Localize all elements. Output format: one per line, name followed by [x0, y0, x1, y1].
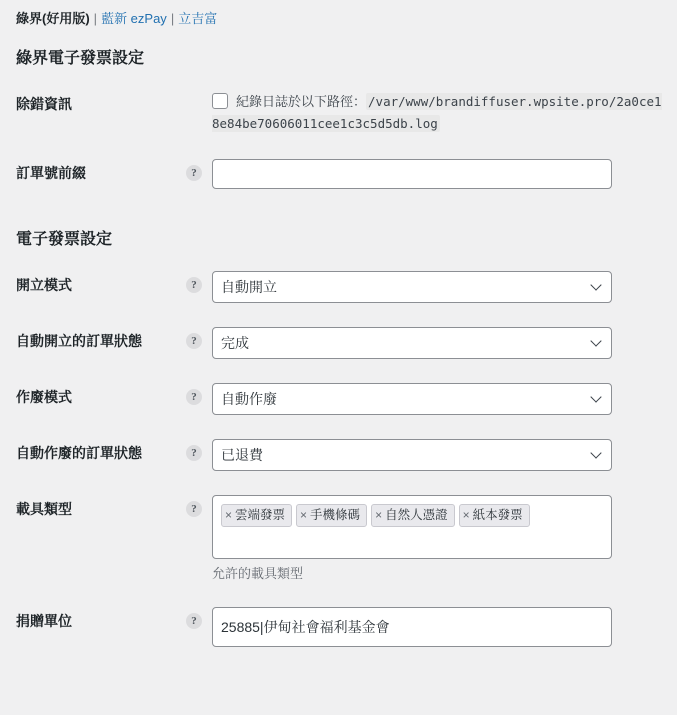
gateway-nav [0, 0, 677, 28]
cell-donate-unit [212, 595, 677, 659]
carrier-token-label: 手機條碼 [310, 508, 361, 522]
issue-mode-select[interactable] [212, 271, 612, 303]
nav-current-gateway: 綠界(好用版) [16, 11, 90, 26]
cell-order-prefix [212, 147, 677, 201]
auto-issue-status-select-wrap [212, 327, 612, 359]
help-icon-donate-unit[interactable]: ? [186, 613, 202, 629]
help-icon-auto-void-status[interactable]: ? [186, 445, 202, 461]
label-void-mode [0, 371, 212, 427]
help-icon-auto-issue-status[interactable]: ? [186, 333, 202, 349]
label-carrier-type [0, 483, 212, 595]
label-debug: 除錯資訊 [16, 96, 72, 112]
cell-issue-mode [212, 259, 677, 315]
void-mode-select-wrap [212, 383, 612, 415]
nav-separator-2: | [170, 11, 175, 26]
cell-debug [212, 78, 677, 147]
label-auto-issue-status-text: 自動開立的訂單狀態 [16, 333, 142, 349]
remove-token-icon[interactable]: × [462, 508, 470, 522]
debug-log-line [212, 90, 667, 135]
cell-auto-void-status [212, 427, 677, 483]
carrier-token[interactable] [296, 504, 367, 527]
row-issue-mode [0, 259, 677, 315]
remove-token-icon[interactable]: × [300, 508, 308, 522]
void-mode-select[interactable] [212, 383, 612, 415]
cell-void-mode [212, 371, 677, 427]
donate-unit-input[interactable] [212, 607, 612, 647]
carrier-token[interactable] [459, 504, 530, 527]
label-carrier-type-text: 載具類型 [16, 501, 72, 517]
row-void-mode [0, 371, 677, 427]
auto-void-status-select[interactable] [212, 439, 612, 471]
carrier-token[interactable] [221, 504, 292, 527]
row-donate-unit [0, 595, 677, 659]
order-prefix-input[interactable] [212, 159, 612, 189]
carrier-token-label: 紙本發票 [472, 508, 523, 522]
label-issue-mode-text: 開立模式 [16, 277, 72, 293]
remove-token-icon[interactable]: × [375, 508, 383, 522]
label-donate-unit [0, 595, 212, 659]
nav-link-ezpay[interactable]: 藍新 ezPay [101, 11, 167, 26]
row-auto-void-status [0, 427, 677, 483]
cell-auto-issue-status [212, 315, 677, 371]
settings-form-table-2 [0, 259, 677, 659]
carrier-token[interactable] [371, 504, 455, 527]
section-title-invoice-settings: 電子發票設定 [16, 231, 113, 248]
help-icon-void-mode[interactable]: ? [186, 389, 202, 405]
label-auto-issue-status [0, 315, 212, 371]
help-icon-order-prefix[interactable]: ? [186, 165, 202, 181]
settings-form-table-1 [0, 78, 677, 201]
cell-carrier-type [212, 483, 677, 595]
carrier-token-label: 自然人憑證 [385, 508, 448, 522]
debug-log-text: 紀錄日誌於以下路徑： [236, 94, 367, 109]
debug-log-path: /var/www/brandiffuser.wpsite.pro/2a0ce18e84be70606011cee1c3c5d5db.log [212, 94, 662, 131]
carrier-type-hint: 允許的載具類型 [212, 566, 304, 581]
row-debug [0, 78, 677, 147]
label-issue-mode [0, 259, 212, 315]
label-order-prefix-text: 訂單號前綴 [16, 165, 86, 181]
label-auto-void-status [0, 427, 212, 483]
help-icon-carrier-type[interactable]: ? [186, 501, 202, 517]
row-auto-issue-status [0, 315, 677, 371]
row-carrier-type [0, 483, 677, 595]
section-title-ecpay-invoice: 綠界電子發票設定 [16, 50, 145, 67]
auto-void-status-select-wrap [212, 439, 612, 471]
help-icon-issue-mode[interactable]: ? [186, 277, 202, 293]
issue-mode-select-wrap [212, 271, 612, 303]
remove-token-icon[interactable]: × [225, 508, 233, 522]
auto-issue-status-select[interactable] [212, 327, 612, 359]
nav-separator-1: | [93, 11, 98, 26]
carrier-type-multiselect[interactable] [212, 495, 612, 559]
debug-log-checkbox[interactable] [212, 93, 228, 109]
row-order-prefix [0, 147, 677, 201]
label-auto-void-status-text: 自動作廢的訂單狀態 [16, 445, 142, 461]
nav-link-lijifu[interactable]: 立吉富 [178, 11, 218, 26]
label-donate-unit-text: 捐贈單位 [16, 613, 72, 629]
label-void-mode-text: 作廢模式 [16, 389, 72, 405]
label-order-prefix [0, 147, 212, 201]
carrier-token-label: 雲端發票 [235, 508, 286, 522]
